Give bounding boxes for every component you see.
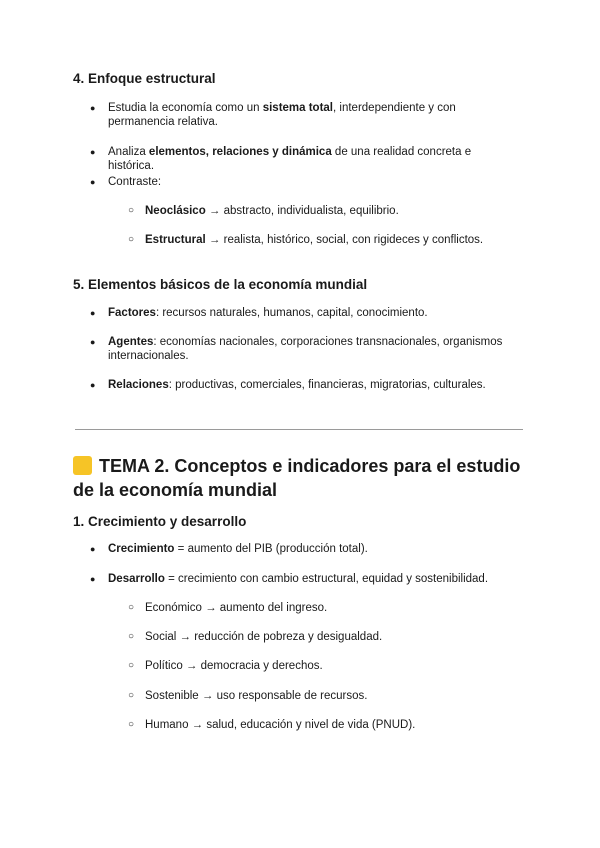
bullet-marker: ● — [90, 380, 96, 390]
bold-term: Relaciones — [108, 379, 169, 391]
bullet-marker: ● — [90, 544, 96, 554]
text: Humano → salud, educación y nivel de vida (PNUD). — [145, 719, 416, 731]
sub-bullet-marker: ○ — [128, 631, 135, 642]
horizontal-divider — [75, 429, 523, 430]
bold-term: Crecimiento — [108, 543, 175, 555]
bold-term: Estructural — [145, 234, 206, 246]
text: → abstracto, individualista, equilibrio. — [205, 205, 399, 217]
text: Sostenible → uso responsable de recursos. — [145, 690, 368, 702]
text: Social → reducción de pobreza y desigualdad. — [145, 631, 383, 643]
bullet-marker: ● — [90, 177, 96, 187]
bold-term: Factores — [108, 307, 156, 319]
section-5-heading: 5. Elementos básicos de la economía mundial — [73, 277, 368, 292]
tema-2-title: TEMA 2. Conceptos e indicadores para el estudio de la economía mundial — [73, 456, 521, 500]
text: Estudia la economía como un — [108, 102, 263, 114]
tema-2-heading — [73, 454, 543, 502]
text: → realista, histórico, social, con rigideces y conflictos. — [205, 234, 484, 246]
text: , interdependiente y con permanencia relativa. — [108, 102, 456, 128]
sub-bullet-marker: ○ — [128, 234, 135, 245]
bold-term: Neoclásico — [145, 205, 206, 217]
bullet-marker: ● — [90, 103, 96, 113]
text: : recursos naturales, humanos, capital, conocimiento. — [155, 307, 428, 319]
text: = aumento del PIB (producción total). — [174, 543, 368, 555]
sub-bullet-marker: ○ — [128, 660, 135, 671]
text: : economías nacionales, corporaciones transnacionales, organismos internacionales. — [108, 336, 503, 362]
text: de una realidad concreta e histórica. — [108, 146, 472, 172]
yellow-square-icon — [73, 456, 92, 475]
bullet-marker: ● — [90, 147, 96, 157]
sub-bullet-marker: ○ — [128, 602, 135, 613]
sub-bullet-marker: ○ — [128, 719, 135, 730]
bold-term: Desarrollo — [108, 573, 165, 585]
text: Contraste: — [108, 176, 162, 188]
text: = crecimiento con cambio estructural, equidad y sostenibilidad. — [164, 573, 489, 585]
bullet-marker: ● — [90, 574, 96, 584]
text: Analiza — [108, 146, 149, 158]
section-1-heading: 1. Crecimiento y desarrollo — [73, 514, 247, 529]
bold-term: Agentes — [108, 336, 154, 348]
sub-bullet-marker: ○ — [128, 205, 135, 216]
text: Económico → aumento del ingreso. — [145, 602, 328, 614]
section-4-heading: 4. Enfoque estructural — [73, 71, 216, 86]
text: Político → democracia y derechos. — [145, 660, 323, 672]
text: : productivas, comerciales, financieras, migratorias, culturales. — [168, 379, 486, 391]
bold-term: sistema total — [262, 102, 334, 114]
sub-bullet-marker: ○ — [128, 690, 135, 701]
bullet-marker: ● — [90, 308, 96, 318]
bold-term: elementos, relaciones y dinámica — [148, 146, 332, 158]
bullet-marker: ● — [90, 337, 96, 347]
